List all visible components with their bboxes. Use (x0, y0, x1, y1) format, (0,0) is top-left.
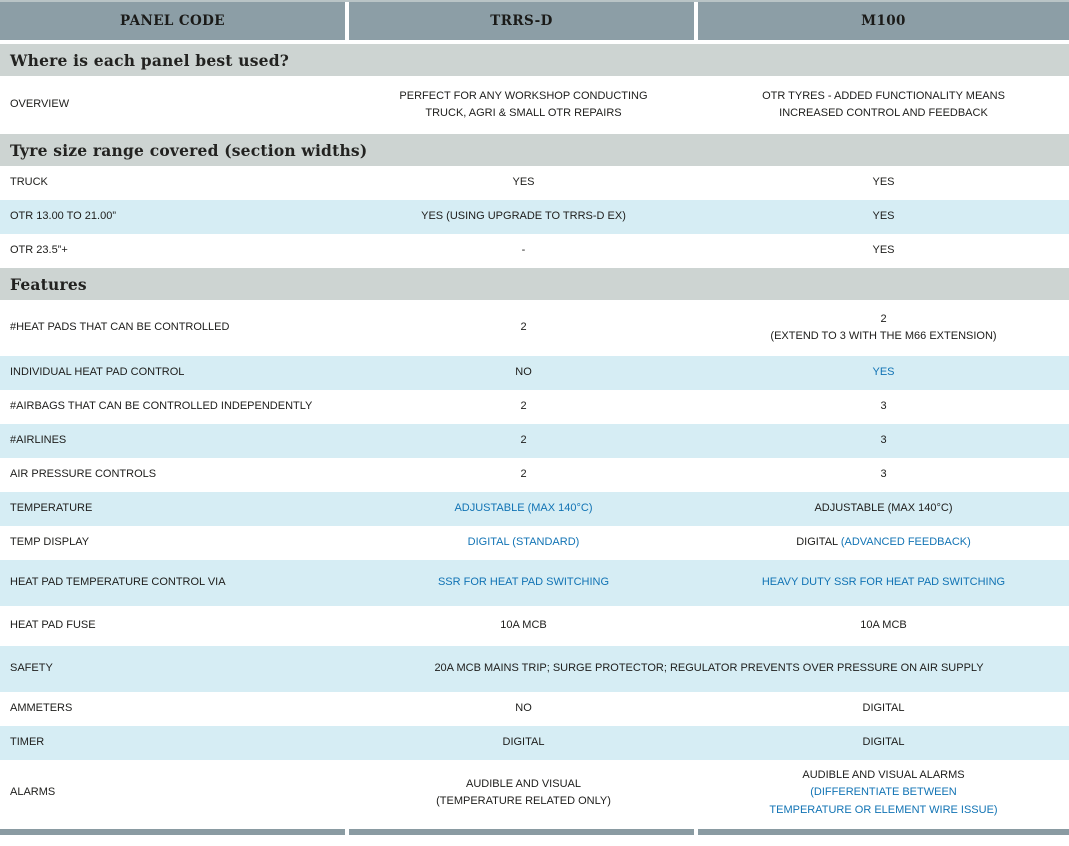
row-otr-13-21 (0, 200, 1069, 234)
row-label: AMMETERS (10, 702, 73, 715)
section-header-usage: Where is each panel best used? (0, 44, 1069, 76)
row-label: OTR 23.5”+ (10, 244, 68, 257)
footer-bar (0, 829, 1069, 835)
row-alarms (0, 760, 1069, 826)
footer-segment (0, 829, 345, 835)
cell-m100: HEAVY DUTY SSR FOR HEAT PAD SWITCHING (761, 576, 1006, 589)
cell-m100: YES (872, 244, 895, 257)
row-label: SAFETY (10, 662, 53, 675)
cell-trrsd: DIGITAL (STANDARD) (467, 536, 580, 549)
cell-line: OTR TYRES - ADDED FUNCTIONALITY MEANS (762, 89, 1005, 102)
cell-m100: DIGITAL (862, 736, 905, 749)
cell-m100: DIGITAL (862, 702, 905, 715)
cell-merged-value: 20A MCB MAINS TRIP; SURGE PROTECTOR; REGULATOR PREVENTS OVER PRESSURE ON AIR SUPPLY (434, 662, 984, 675)
row-ammeters (0, 692, 1069, 726)
cell-m100: YES (872, 210, 895, 223)
row-label: HEAT PAD FUSE (10, 619, 96, 632)
cell-m100: ADJUSTABLE (MAX 140°C) (814, 502, 953, 515)
section-header-tyre-size: Tyre size range covered (section widths) (0, 134, 1069, 166)
cell-trrsd (349, 776, 698, 810)
cell-text-plain: DIGITAL (796, 536, 841, 549)
row-label: TEMPERATURE (10, 502, 93, 515)
header-cell-m100: M100 (698, 2, 1069, 40)
row-label: TIMER (10, 736, 45, 749)
cell-trrsd: 2 (520, 434, 527, 447)
cell-trrsd: 10A MCB (500, 619, 547, 632)
row-temperature (0, 492, 1069, 526)
cell-trrsd: DIGITAL (502, 736, 545, 749)
row-otr-235 (0, 234, 1069, 268)
row-label: INDIVIDUAL HEAT PAD CONTROL (10, 366, 185, 379)
row-temp-display (0, 526, 1069, 560)
cell-trrsd: SSR FOR HEAT PAD SWITCHING (437, 576, 610, 589)
cell-line: (TEMPERATURE RELATED ONLY) (436, 795, 611, 807)
row-heat-pad-temperature-control (0, 560, 1069, 606)
cell-line: AUDIBLE AND VISUAL (466, 777, 581, 790)
cell-line-accent: TEMPERATURE OR ELEMENT WIRE ISSUE) (769, 803, 998, 816)
cell-m100: 10A MCB (860, 619, 907, 632)
row-label: #AIRBAGS THAT CAN BE CONTROLLED INDEPENDENTLY (10, 400, 313, 413)
row-heat-pad-fuse (0, 606, 1069, 646)
cell-m100: YES (872, 366, 895, 379)
cell-trrsd: NO (515, 702, 532, 715)
cell-trrsd: ADJUSTABLE (MAX 140°C) (454, 502, 593, 515)
cell-m100: 3 (880, 468, 887, 481)
row-label: ALARMS (10, 786, 56, 799)
row-label: #AIRLINES (10, 434, 67, 447)
cell-line: (EXTEND TO 3 WITH THE M66 EXTENSION) (770, 330, 997, 342)
cell-trrsd: - (521, 244, 526, 257)
row-label: HEAT PAD TEMPERATURE CONTROL VIA (10, 576, 226, 589)
cell-trrsd: 2 (520, 468, 527, 481)
cell-line: TRUCK, AGRI & SMALL OTR REPAIRS (425, 107, 622, 119)
header-cell-trrsd: TRRS-D (349, 2, 694, 40)
header-cell-panel-code: PANEL CODE (0, 2, 345, 40)
cell-m100 (698, 767, 1069, 818)
row-individual-heat-pad-control (0, 356, 1069, 390)
cell-m100 (698, 88, 1069, 122)
cell-text-accent: (ADVANCED FEEDBACK) (840, 536, 971, 549)
footer-segment (349, 829, 694, 835)
row-safety (0, 646, 1069, 692)
cell-trrsd: YES (USING UPGRADE TO TRRS-D EX) (421, 210, 626, 223)
footer-segment (698, 829, 1069, 835)
row-heat-pads (0, 300, 1069, 356)
cell-line: AUDIBLE AND VISUAL ALARMS (802, 769, 965, 782)
row-timer (0, 726, 1069, 760)
row-airbags (0, 390, 1069, 424)
cell-line: PERFECT FOR ANY WORKSHOP CONDUCTING (399, 89, 648, 102)
cell-line: 2 (880, 312, 887, 325)
cell-m100 (698, 311, 1069, 345)
cell-trrsd: 2 (520, 321, 527, 334)
row-air-pressure-controls (0, 458, 1069, 492)
cell-trrsd: 2 (520, 400, 527, 413)
row-truck (0, 166, 1069, 200)
section-header-features: Features (0, 268, 1069, 300)
cell-m100: 3 (880, 434, 887, 447)
cell-trrsd: YES (512, 176, 535, 189)
row-label: #HEAT PADS THAT CAN BE CONTROLLED (10, 321, 230, 334)
row-label: OVERVIEW (10, 98, 70, 111)
row-label: TRUCK (10, 176, 48, 189)
row-label: AIR PRESSURE CONTROLS (10, 468, 157, 481)
row-overview (0, 76, 1069, 134)
row-airlines (0, 424, 1069, 458)
table-header-row (0, 0, 1069, 40)
row-label: OTR 13.00 TO 21.00” (10, 210, 116, 223)
cell-trrsd (349, 88, 698, 122)
cell-m100 (698, 534, 1069, 551)
cell-m100: YES (872, 176, 895, 189)
cell-trrsd: NO (515, 366, 532, 379)
cell-line: INCREASED CONTROL AND FEEDBACK (779, 107, 988, 119)
row-label: TEMP DISPLAY (10, 536, 90, 549)
cell-line-accent: (DIFFERENTIATE BETWEEN (810, 786, 957, 799)
cell-m100: 3 (880, 400, 887, 413)
